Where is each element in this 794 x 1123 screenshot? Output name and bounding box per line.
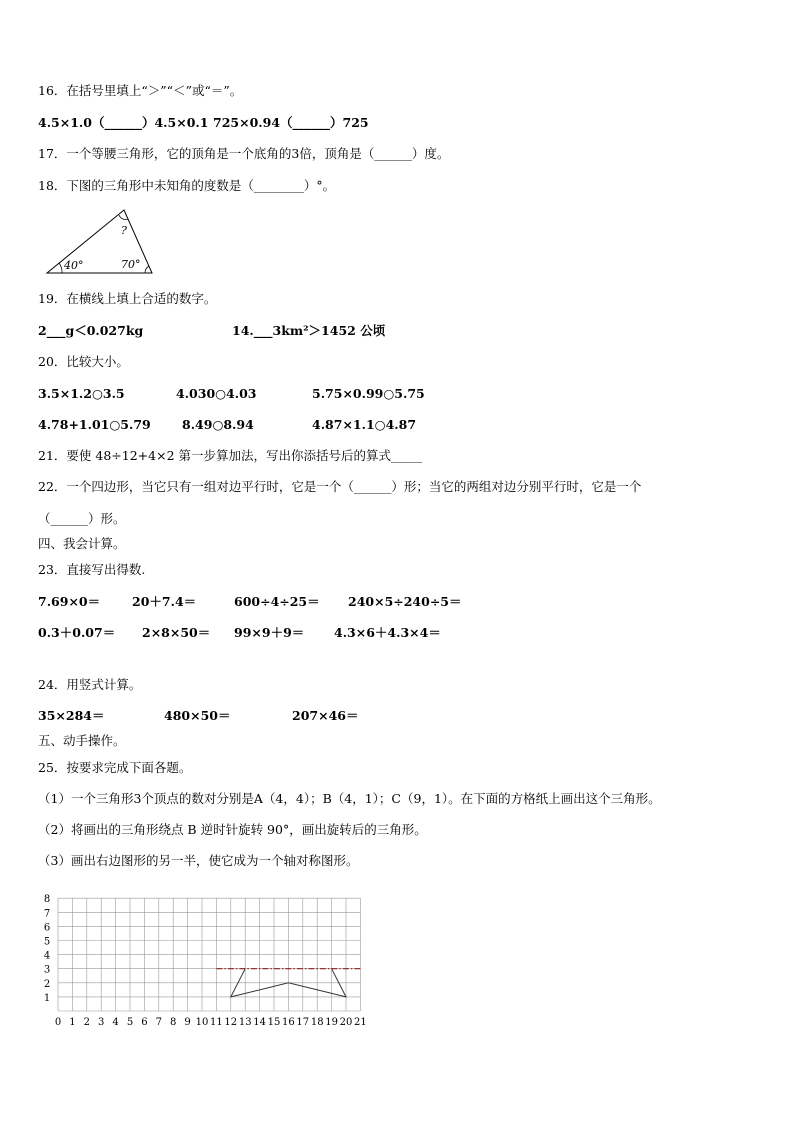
x-tick-label: 3	[98, 1017, 105, 1028]
x-tick-label: 17	[296, 1017, 310, 1028]
y-tick-label: 4	[43, 950, 51, 962]
y-tick-label: 3	[43, 964, 51, 976]
section5-title: 五、动手操作。	[38, 733, 126, 748]
q18-label-top: ?	[121, 224, 127, 237]
y-tick-label: 5	[43, 936, 51, 948]
x-tick-label: 21	[354, 1017, 367, 1028]
q19-title: 19．在横线上填上合适的数字。	[38, 291, 217, 306]
q18-triangle-figure	[44, 207, 156, 277]
x-tick-label: 18	[310, 1017, 324, 1028]
y-tick-label: 8	[43, 894, 51, 906]
q23-r1-c4: 240×5÷240÷5＝	[348, 594, 462, 609]
y-tick-label: 2	[43, 978, 51, 990]
q22-line1: 22．一个四边形，当它只有一组对边平行时，它是一个（______）形；当它的两组对边分别平行时，它是一个	[38, 479, 642, 494]
q21-title: 21．要使 48÷12+4×2 第一步算加法，写出你添括号后的算式_____	[38, 448, 423, 463]
x-tick-label: 6	[141, 1017, 148, 1028]
x-tick-label: 11	[210, 1017, 223, 1028]
q24-item-3: 207×46＝	[292, 708, 359, 723]
q20-r2-c2: 8.49○8.94	[182, 417, 254, 432]
q24-title: 24．用竖式计算。	[38, 677, 142, 692]
q23-r1-c3: 600÷4÷25＝	[234, 594, 320, 609]
q23-title: 23．直接写出得数.	[38, 562, 146, 577]
q19-item-1: 2___g＜0.027kg	[38, 323, 144, 338]
q25-part3: （3）画出右边图形的另一半，使它成为一个轴对称图形。	[38, 853, 359, 868]
x-tick-label: 13	[238, 1017, 252, 1028]
q20-r1-c3: 5.75×0.99○5.75	[312, 386, 425, 401]
x-tick-label: 10	[195, 1017, 209, 1028]
x-tick-label: 12	[224, 1017, 238, 1028]
q23-r1-c2: 20＋7.4＝	[132, 594, 197, 609]
x-tick-label: 15	[267, 1017, 281, 1028]
q20-r2-c3: 4.87×1.1○4.87	[312, 417, 417, 432]
coordinate-grid	[38, 888, 378, 1036]
angle-arc-right	[145, 266, 149, 273]
x-tick-label: 20	[339, 1017, 353, 1028]
x-tick-label: 7	[155, 1017, 162, 1028]
q24-item-1: 35×284＝	[38, 708, 105, 723]
x-tick-label: 4	[112, 1017, 119, 1028]
q20-r2-c1: 4.78+1.01○5.79	[38, 417, 151, 432]
q23-r2-c3: 99×9＋9＝	[234, 625, 305, 640]
q20-r1-c2: 4.030○4.03	[176, 386, 257, 401]
q18-label-left: 40°	[64, 259, 84, 272]
q23-r2-c2: 2×8×50＝	[142, 625, 211, 640]
q25-part1: （1）一个三角形3个顶点的数对分别是A（4，4）；B（4，1）；C（9，1）。在下面的方格纸上画出这个三角形。	[38, 791, 661, 806]
y-tick-label: 1	[43, 992, 51, 1004]
q16-title: 16．在括号里填上“＞”“＜”或“＝”。	[38, 83, 243, 98]
q23-r2-c4: 4.3×6＋4.3×4＝	[334, 625, 441, 640]
angle-arc-left	[59, 263, 62, 273]
x-tick-label: 9	[184, 1017, 191, 1028]
q25-title: 25．按要求完成下面各题。	[38, 760, 192, 775]
x-tick-label: 2	[83, 1017, 90, 1028]
q19-item-2: 14.___3km²＞1452 公顷	[232, 323, 386, 338]
x-tick-label: 0	[54, 1017, 62, 1028]
q18-title: 18．下图的三角形中未知角的度数是（________）°。	[38, 178, 336, 193]
x-tick-label: 8	[170, 1017, 177, 1028]
q23-r2-c1: 0.3＋0.07＝	[38, 625, 116, 640]
q23-r1-c1: 7.69×0＝	[38, 594, 101, 609]
x-tick-label: 19	[325, 1017, 338, 1028]
section4-title: 四、我会计算。	[38, 536, 126, 551]
y-tick-label: 6	[43, 922, 51, 934]
x-tick-label: 14	[253, 1017, 266, 1028]
q16-item-2: 725×0.94（______）725	[213, 115, 369, 130]
q24-item-2: 480×50＝	[164, 708, 231, 723]
q16-item-1: 4.5×1.0（______）4.5×0.1	[38, 115, 209, 130]
q18-label-right: 70°	[121, 258, 141, 271]
x-tick-label: 5	[126, 1017, 134, 1028]
q20-title: 20．比较大小。	[38, 354, 129, 369]
q25-part2: （2）将画出的三角形绕点 B 逆时针旋转 90°，画出旋转后的三角形。	[38, 822, 427, 837]
x-tick-label: 1	[69, 1017, 76, 1028]
q20-r1-c1: 3.5×1.2○3.5	[38, 386, 125, 401]
q17-title: 17．一个等腰三角形，它的顶角是一个底角的3倍，顶角是（______）度。	[38, 146, 450, 161]
y-tick-label: 7	[43, 908, 51, 920]
x-tick-label: 16	[282, 1017, 295, 1028]
q22-line2: （______）形。	[38, 511, 126, 526]
